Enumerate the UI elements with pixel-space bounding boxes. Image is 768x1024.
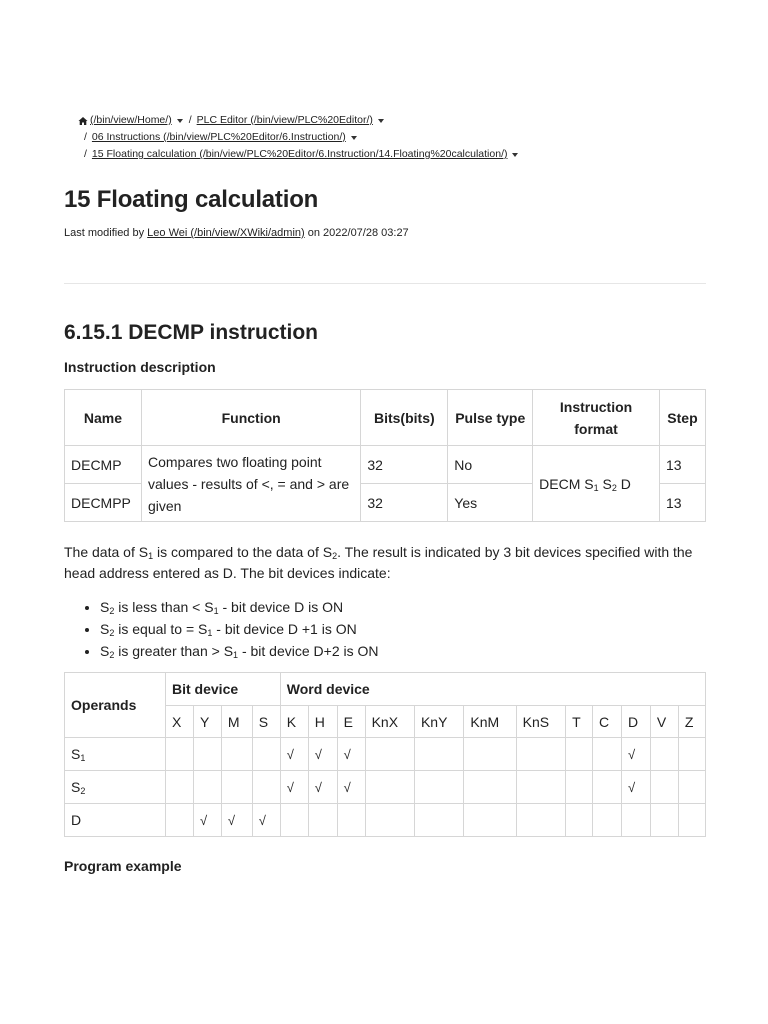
- empty-cell: [464, 738, 516, 771]
- check-mark-icon: √: [199, 813, 208, 828]
- check-mark-icon: √: [227, 813, 236, 828]
- empty-cell: [166, 804, 194, 837]
- instruction-description-heading: Instruction description: [64, 359, 216, 375]
- column-header: Name: [65, 390, 142, 446]
- empty-cell: [166, 771, 194, 804]
- instruction-name: DECMPP: [65, 484, 142, 522]
- chevron-down-icon[interactable]: [378, 119, 384, 123]
- column-header: S: [252, 706, 280, 738]
- empty-cell: [650, 738, 678, 771]
- empty-cell: [337, 804, 365, 837]
- pulse-type-value: Yes: [448, 484, 533, 522]
- empty-cell: [516, 804, 565, 837]
- empty-cell: [221, 771, 252, 804]
- empty-cell: [650, 804, 678, 837]
- page-title: 15 Floating calculation: [64, 186, 319, 213]
- breadcrumb-separator: /: [84, 131, 87, 143]
- column-header: KnY: [414, 706, 463, 738]
- column-header: Y: [193, 706, 221, 738]
- empty-cell: [593, 804, 622, 837]
- empty-cell: [566, 804, 593, 837]
- check-mark-icon: √: [343, 747, 351, 762]
- empty-cell: [566, 771, 593, 804]
- word-device-header: Word device: [280, 673, 705, 706]
- empty-cell: [221, 738, 252, 771]
- program-example-heading: Program example: [64, 858, 182, 874]
- column-header: E: [337, 706, 365, 738]
- instruction-format: DECM $S_1$ $S_2$ D: [533, 446, 660, 522]
- check-mark-icon: √: [627, 780, 636, 795]
- divider: [64, 283, 706, 284]
- check-mark-icon: √: [286, 780, 294, 795]
- column-header: Z: [678, 706, 705, 738]
- instruction-name: DECMP: [65, 446, 142, 484]
- empty-cell: [414, 771, 463, 804]
- pulse-type-value: No: [448, 446, 533, 484]
- check-mark-icon: √: [314, 780, 322, 795]
- column-header: Step: [659, 390, 705, 446]
- check-cell: [193, 804, 221, 837]
- empty-cell: [365, 738, 414, 771]
- empty-cell: [193, 771, 221, 804]
- empty-cell: [414, 738, 463, 771]
- check-cell: [221, 804, 252, 837]
- column-header: Instruction format: [533, 390, 660, 446]
- operand-table: [64, 672, 706, 837]
- column-header: H: [308, 706, 337, 738]
- empty-cell: [252, 738, 280, 771]
- list-item: • $S_2$ is less than < $S_1$ - bit device D is ON: [100, 596, 379, 618]
- instruction-description-table: [64, 389, 706, 522]
- chevron-down-icon[interactable]: [177, 119, 183, 123]
- empty-cell: [678, 804, 705, 837]
- empty-cell: [678, 771, 705, 804]
- column-header: M: [221, 706, 252, 738]
- empty-cell: [280, 804, 308, 837]
- check-cell: [337, 771, 365, 804]
- operand-label: $S_1$: [65, 738, 166, 771]
- column-header: KnX: [365, 706, 414, 738]
- home-icon: [78, 116, 88, 126]
- breadcrumb-separator: /: [188, 114, 192, 126]
- bits-value: 32: [361, 484, 448, 522]
- check-cell: [308, 771, 337, 804]
- chevron-down-icon[interactable]: [512, 153, 518, 157]
- function-description: Compares two floating point values - results of <, = and > are given: [141, 446, 360, 522]
- check-mark-icon: √: [314, 747, 322, 762]
- column-header: Function: [141, 390, 360, 446]
- description-paragraph: The data of $S_1$ is compared to the data of $S_2$. The result is indicated by 3 bit devices specified with the head address entered as D. The bit devices indicate:: [64, 544, 693, 581]
- modified-suffix: on 2022/07/28 03:27: [307, 227, 409, 239]
- breadcrumb: [78, 112, 524, 163]
- column-header: K: [280, 706, 308, 738]
- bits-value: 32: [361, 446, 448, 484]
- empty-cell: [516, 771, 565, 804]
- column-header: X: [166, 706, 194, 738]
- table-header-row: [65, 673, 706, 706]
- empty-cell: [650, 771, 678, 804]
- empty-cell: [365, 804, 414, 837]
- table-row: [65, 804, 706, 837]
- breadcrumb-link-instructions[interactable]: 06 Instructions (/bin/view/PLC%20Editor/6.Instruction/): [91, 131, 346, 143]
- column-header: Bits(bits): [361, 390, 448, 446]
- breadcrumb-link-floating-calculation[interactable]: 15 Floating calculation (/bin/view/PLC%20Editor/6.Instruction/14.Floating%20calculation/): [91, 148, 508, 160]
- table-row: [65, 738, 706, 771]
- table-header-row: [65, 390, 706, 446]
- empty-cell: [516, 738, 565, 771]
- section-title: 6.15.1 DECMP instruction: [64, 321, 319, 344]
- empty-cell: [566, 738, 593, 771]
- empty-cell: [464, 771, 516, 804]
- column-header: D: [621, 706, 650, 738]
- breadcrumb-home-link[interactable]: (/bin/view/Home/): [90, 114, 172, 126]
- column-header: T: [566, 706, 593, 738]
- empty-cell: [464, 804, 516, 837]
- check-mark-icon: √: [286, 747, 294, 762]
- empty-cell: [252, 771, 280, 804]
- list-item: • $S_2$ is greater than > $S_1$ - bit device D+2 is ON: [100, 640, 379, 662]
- check-cell: [308, 738, 337, 771]
- breadcrumb-separator: /: [84, 148, 87, 160]
- empty-cell: [193, 738, 221, 771]
- check-cell: [280, 771, 308, 804]
- empty-cell: [593, 771, 622, 804]
- check-cell: [337, 738, 365, 771]
- column-header: KnM: [464, 706, 516, 738]
- empty-cell: [678, 738, 705, 771]
- column-header: V: [650, 706, 678, 738]
- list-item: • $S_2$ is equal to = $S_1$ - bit device D +1 is ON: [100, 618, 379, 640]
- author-link[interactable]: Leo Wei (/bin/view/XWiki/admin): [147, 227, 305, 239]
- table-row: [65, 771, 706, 804]
- empty-cell: [166, 738, 194, 771]
- check-mark-icon: √: [343, 780, 351, 795]
- check-mark-icon: √: [258, 813, 266, 828]
- column-header: C: [593, 706, 622, 738]
- last-modified: [64, 227, 409, 239]
- operands-header: Operands: [65, 673, 166, 738]
- empty-cell: [593, 738, 622, 771]
- empty-cell: [414, 804, 463, 837]
- column-header: KnS: [516, 706, 565, 738]
- bit-device-list: [64, 596, 379, 662]
- operand-label: D: [65, 804, 166, 837]
- chevron-down-icon[interactable]: [351, 136, 357, 140]
- check-cell: [252, 804, 280, 837]
- check-cell: [280, 738, 308, 771]
- bit-device-header: Bit device: [166, 673, 281, 706]
- step-value: 13: [659, 484, 705, 522]
- check-mark-icon: √: [627, 747, 636, 762]
- step-value: 13: [659, 446, 705, 484]
- empty-cell: [308, 804, 337, 837]
- check-cell: [621, 771, 650, 804]
- empty-cell: [365, 771, 414, 804]
- table-row: [65, 446, 706, 484]
- breadcrumb-link-plc-editor[interactable]: PLC Editor (/bin/view/PLC%20Editor/): [196, 114, 373, 126]
- breadcrumb-line-3: [78, 146, 524, 163]
- breadcrumb-line-1: [78, 112, 524, 129]
- modified-prefix: Last modified by: [64, 227, 145, 239]
- check-cell: [621, 738, 650, 771]
- column-header: Pulse type: [448, 390, 533, 446]
- breadcrumb-line-2: [78, 129, 524, 146]
- operand-label: $S_2$: [65, 771, 166, 804]
- empty-cell: [621, 804, 650, 837]
